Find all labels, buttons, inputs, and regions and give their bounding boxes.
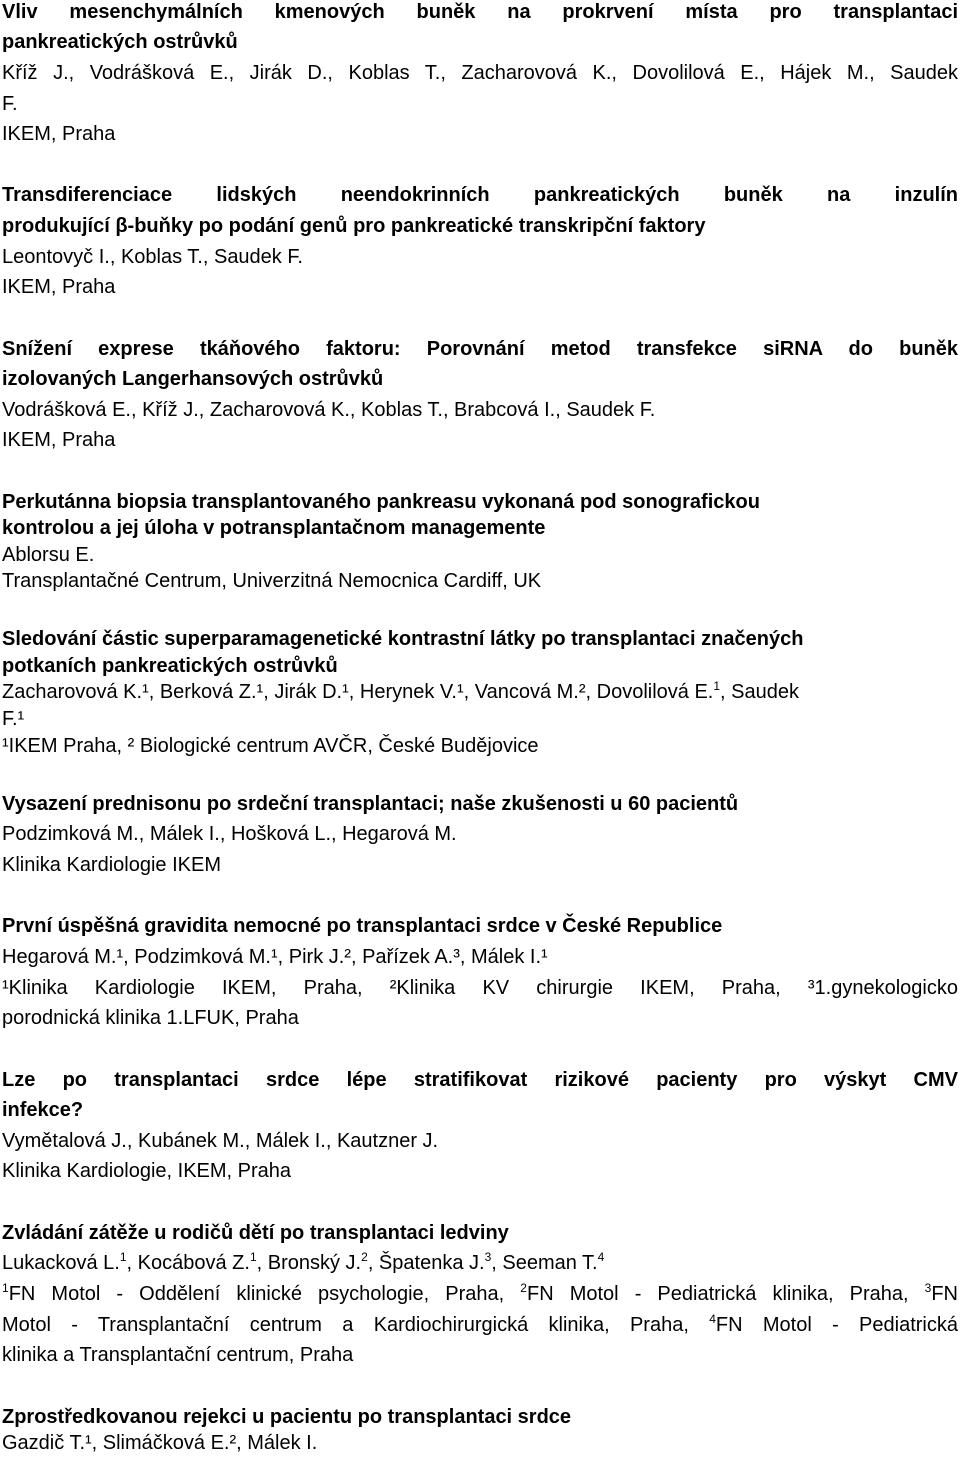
entry-title: potkaních pankreatických ostrůvků: [2, 655, 338, 677]
affiliation-text: FN: [931, 1283, 959, 1305]
entry-affiliation: ¹IKEM Praha, ² Biologické centrum AVČR, České Budějovice: [2, 735, 539, 757]
entry-affiliation: ¹Klinika Kardiologie IKEM, Praha, ²Klinika KV chirurgie IKEM, Praha, ³1.gynekologicko: [2, 977, 958, 999]
affiliation-text: FN Motol - Oddělení klinické psychologie, Praha,: [8, 1283, 521, 1305]
entry-affiliation: [2, 1282, 958, 1306]
entry-affiliation: porodnická klinika 1.LFUK, Praha: [2, 1007, 299, 1029]
author-superscript: 4: [597, 1250, 605, 1264]
entry-authors: Gazdič T.¹, Slimáčková E.², Málek I.: [2, 1432, 318, 1454]
entry-authors: Kříž J., Vodrášková E., Jirák D., Koblas T., Zacharovová K., Dovolilová E., Hájek M., Saudek: [2, 62, 958, 84]
author-superscript: 1: [713, 679, 721, 693]
author-superscript: 3: [484, 1250, 492, 1264]
entry-title: kontrolou a jej úloha v potransplantačnom managemente: [2, 517, 546, 539]
author-text: , Bronský J.: [256, 1252, 362, 1274]
entry-authors: F.¹: [2, 708, 25, 730]
entry-authors: Vodrášková E., Kříž J., Zacharovová K., Koblas T., Brabcová I., Saudek F.: [2, 399, 656, 421]
entry-title: pankreatických ostrůvků: [2, 31, 238, 53]
entry-affiliation: klinika a Transplantační centrum, Praha: [2, 1344, 354, 1366]
entry-authors: Vymětalová J., Kubánek M., Málek I., Kautzner J.: [2, 1130, 439, 1152]
author-superscript: 1: [249, 1250, 257, 1264]
author-text: , Špatenka J.: [367, 1252, 485, 1274]
entry-affiliation: IKEM, Praha: [2, 429, 116, 451]
author-text: , Kocábová Z.: [126, 1252, 250, 1274]
affiliation-superscript: 3: [924, 1281, 932, 1295]
entry-affiliation: Transplantačné Centrum, Univerzitná Nemocnica Cardiff, UK: [2, 570, 542, 592]
author-text: , Saudek: [720, 681, 799, 703]
entry-title: izolovaných Langerhansových ostrůvků: [2, 368, 384, 390]
author-superscript: 1: [119, 1250, 127, 1264]
entry-title: produkující β-buňky po podání genů pro pankreatické transkripční faktory: [2, 215, 706, 237]
entry-affiliation: Klinika Kardiologie IKEM: [2, 854, 221, 876]
entry-affiliation: Klinika Kardiologie, IKEM, Praha: [2, 1160, 292, 1182]
entry-authors: Ablorsu E.: [2, 544, 95, 566]
affiliation-text: FN Motol - Pediatrická klinika, Praha,: [526, 1283, 925, 1305]
entry-title: Vysazení prednisonu po srdeční transplantaci; naše zkušenosti u 60 pacientů: [2, 793, 739, 815]
entry-authors: Leontovyč I., Koblas T., Saudek F.: [2, 246, 303, 268]
author-text: Lukacková L.: [2, 1252, 120, 1274]
affiliation-text: Motol - Transplantační centrum a Kardiochirurgická klinika, Praha,: [2, 1314, 710, 1336]
entry-authors: Podzimková M., Málek I., Hošková L., Hegarová M.: [2, 823, 457, 845]
entry-title: Perkutánna biopsia transplantovaného pankreasu vykonaná pod sonografickou: [2, 491, 760, 513]
entry-title: Zprostředkovanou rejekci u pacientu po transplantaci srdce: [2, 1406, 572, 1428]
entry-title: Zvládání zátěže u rodičů dětí po transplantaci ledviny: [2, 1222, 509, 1244]
entry-affiliation: IKEM, Praha: [2, 123, 116, 145]
entry-title: Snížení exprese tkáňového faktoru: Porovnání metod transfekce siRNA do buněk: [2, 338, 958, 360]
entry-title: Sledování částic superparamagenetické kontrastní látky po transplantaci značených: [2, 628, 804, 650]
entry-title: Vliv mesenchymálních kmenových buněk na prokrvení místa pro transplantaci: [2, 1, 958, 23]
entry-authors: F.: [2, 93, 18, 115]
entry-title: Transdiferenciace lidských neendokrinních pankreatických buněk na inzulín: [2, 184, 958, 206]
author-superscript: 2: [361, 1250, 368, 1264]
author-text: , Seeman T.: [491, 1252, 598, 1274]
entry-title: První úspěšná gravidita nemocné po transplantaci srdce v České Republice: [2, 915, 723, 937]
entry-affiliation: [2, 1313, 958, 1337]
entry-authors: [2, 680, 958, 704]
affiliation-superscript: 1: [2, 1281, 9, 1295]
entry-title: Lze po transplantaci srdce lépe stratifikovat rizikové pacienty pro výskyt CMV: [2, 1069, 958, 1091]
entry-authors: Hegarová M.¹, Podzimková M.¹, Pirk J.², Pařízek A.³, Málek I.¹: [2, 946, 548, 968]
author-text: Zacharovová K.¹, Berková Z.¹, Jirák D.¹, Herynek V.¹, Vancová M.², Dovolilová E.: [2, 681, 714, 703]
affiliation-superscript: 4: [709, 1312, 716, 1326]
affiliation-text: FN Motol - Pediatrická: [715, 1314, 958, 1336]
entry-affiliation: IKEM, Praha: [2, 276, 116, 298]
entry-title: infekce?: [2, 1099, 84, 1121]
entry-authors: [2, 1251, 958, 1275]
affiliation-superscript: 2: [520, 1281, 527, 1295]
